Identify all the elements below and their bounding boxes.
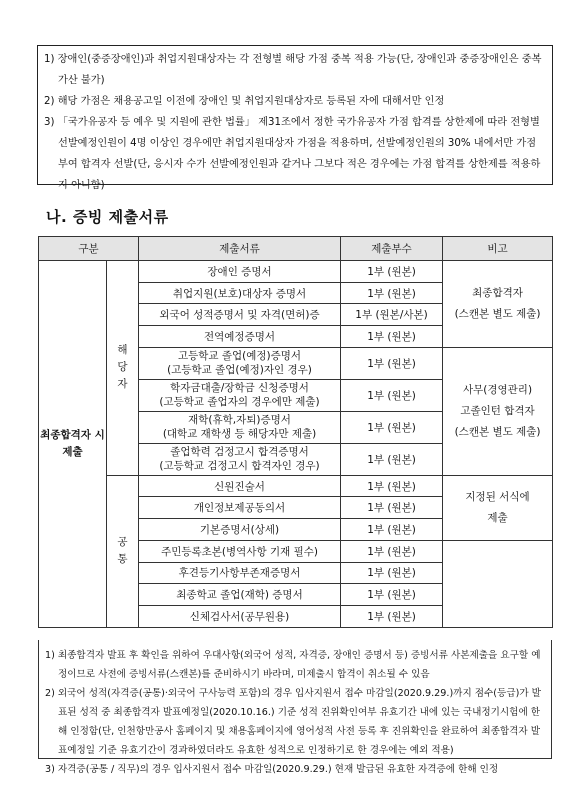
copies-cell: 1부 (원본) (341, 261, 443, 283)
copies-cell: 1부 (원본) (341, 540, 443, 562)
table-row (39, 261, 553, 283)
copies-cell: 1부 (원본) (341, 584, 443, 606)
subgroup-relevant: 해 당 자 (107, 261, 139, 476)
document-cell: 최종학교 졸업(재학) 증명서 (139, 584, 341, 606)
bottom-note-2: 2) 외국어 성적(자격증(공통)·외국어 구사능력 포함)의 경우 입사지원서 접수 마감일(2020.9.29.)까지 점수(등급)가 발표된 성적 중 최종합격자 발표예정일(2020.10.16.) 기준 성적 진위확인여부 유효기간 내에 있는 국내정기시험에 한해 인정함(단, 인천항만공사 홈페이지 및 채용홈페이지에 영어성적 사전 등록 후 진위확인을 완료하여 최종합격자 발표예정일 기준 유효기간이 경과하였더라도 유효한 성적으로 인정하기로 한 경우에는 예외 적용) (45, 688, 541, 756)
copies-cell: 1부 (원본) (341, 475, 443, 497)
header-copies: 제출부수 (341, 237, 443, 261)
copies-cell: 1부 (원본) (341, 497, 443, 519)
remark-form: 지정된 서식에 제출 (443, 475, 553, 540)
remark-intern: 사무(경영관리) 고졸인턴 합격자 (스캔본 별도 제출) (443, 347, 553, 475)
copies-cell: 1부 (원본) (341, 519, 443, 541)
copies-cell: 1부 (원본) (341, 562, 443, 584)
documents-table (38, 236, 553, 628)
copies-cell: 1부 (원본) (341, 443, 443, 475)
document-cell: 신체검사서(공무원용) (139, 605, 341, 627)
document-cell: 졸업학력 검정고시 합격증명서 (고등학교 검정고시 합격자인 경우) (139, 443, 341, 475)
group-label: 최종합격자 시 제출 (39, 261, 107, 628)
document-cell: 장애인 증명서 (139, 261, 341, 283)
header-category: 구분 (39, 237, 139, 261)
bottom-notes-box (38, 640, 552, 775)
header-remarks: 비고 (443, 237, 553, 261)
document-cell: 후견등기사항부존재증명서 (139, 562, 341, 584)
bottom-note-1: 1) 최종합격자 발표 후 확인을 위하여 우대사항(외국어 성적, 자격증, 장애인 증명서 등) 증빙서류 사본제출을 요구할 예정이므로 사전에 증빙서류(스캔본)를 준비하시기 바라며, 미제출시 합격이 취소될 수 있음 (45, 650, 541, 680)
copies-cell: 1부 (원본) (341, 347, 443, 379)
document-cell: 전역예정증명서 (139, 326, 341, 348)
copies-cell: 1부 (원본) (341, 379, 443, 411)
document-cell: 외국어 성적증명서 및 자격(면허)증 (139, 304, 341, 326)
top-note-3: 3) 「국가유공자 등 예우 및 지원에 관한 법률」 제31조에서 정한 국가유공자 가점 합격를 상한제에 따라 전형별 선발예정인원이 4명 이상인 경우에만 취업지원대상자 가점을 적용하며, 선발예정인원의 30% 내에서만 가점 부여 합격자 선발(단, 응시자 수가 선발예정인원과 같거나 그보다 적은 경우에는 가점 합격를 상한제를 적용하지 아니함) (44, 117, 541, 191)
table-row (39, 475, 553, 497)
copies-cell: 1부 (원본) (341, 326, 443, 348)
document-cell: 신원진술서 (139, 475, 341, 497)
document-cell: 재학(휴학,자퇴)증명서 (대학교 재학생 등 해당자만 제출) (139, 411, 341, 443)
document-cell: 기본증명서(상세) (139, 519, 341, 541)
top-note-1: 1) 장애인(중증장애인)과 취업지원대상자는 각 전형별 해당 가점 중복 적용 가능(단, 장애인과 중증장애인은 중복 가산 불가) (44, 54, 542, 86)
copies-cell: 1부 (원본) (341, 605, 443, 627)
table-header-row (39, 237, 553, 261)
remark-empty (443, 540, 553, 627)
copies-cell: 1부 (원본) (341, 282, 443, 304)
document-cell: 취업지원(보호)대상자 증명서 (139, 282, 341, 304)
section-title: 나. 증빙 제출서류 (46, 208, 169, 226)
document-cell: 학자금대출/장학금 신청증명서 (고등학교 졸업자의 경우에만 제출) (139, 379, 341, 411)
copies-cell: 1부 (원본/사본) (341, 304, 443, 326)
document-cell: 주민등록초본(병역사항 기재 필수) (139, 540, 341, 562)
header-document: 제출서류 (139, 237, 341, 261)
remark-final: 최종합격자 (스캔본 별도 제출) (443, 261, 553, 348)
copies-cell: 1부 (원본) (341, 411, 443, 443)
subgroup-common: 공 통 (107, 475, 139, 627)
document-cell: 개인정보제공동의서 (139, 497, 341, 519)
top-notes-box (37, 45, 553, 191)
document-cell: 고등학교 졸업(예정)증명서 (고등학교 졸업(예정)자인 경우) (139, 347, 341, 379)
bottom-note-3: 3) 자격증(공통 / 직무)의 경우 입사지원서 접수 마감일(2020.9.29.) 현재 발급된 유효한 자격증에 한해 인정 (45, 764, 499, 775)
top-note-2: 2) 해당 가점은 채용공고일 이전에 장애인 및 취업지원대상자로 등록된 자에 대해서만 인정 (44, 96, 445, 107)
